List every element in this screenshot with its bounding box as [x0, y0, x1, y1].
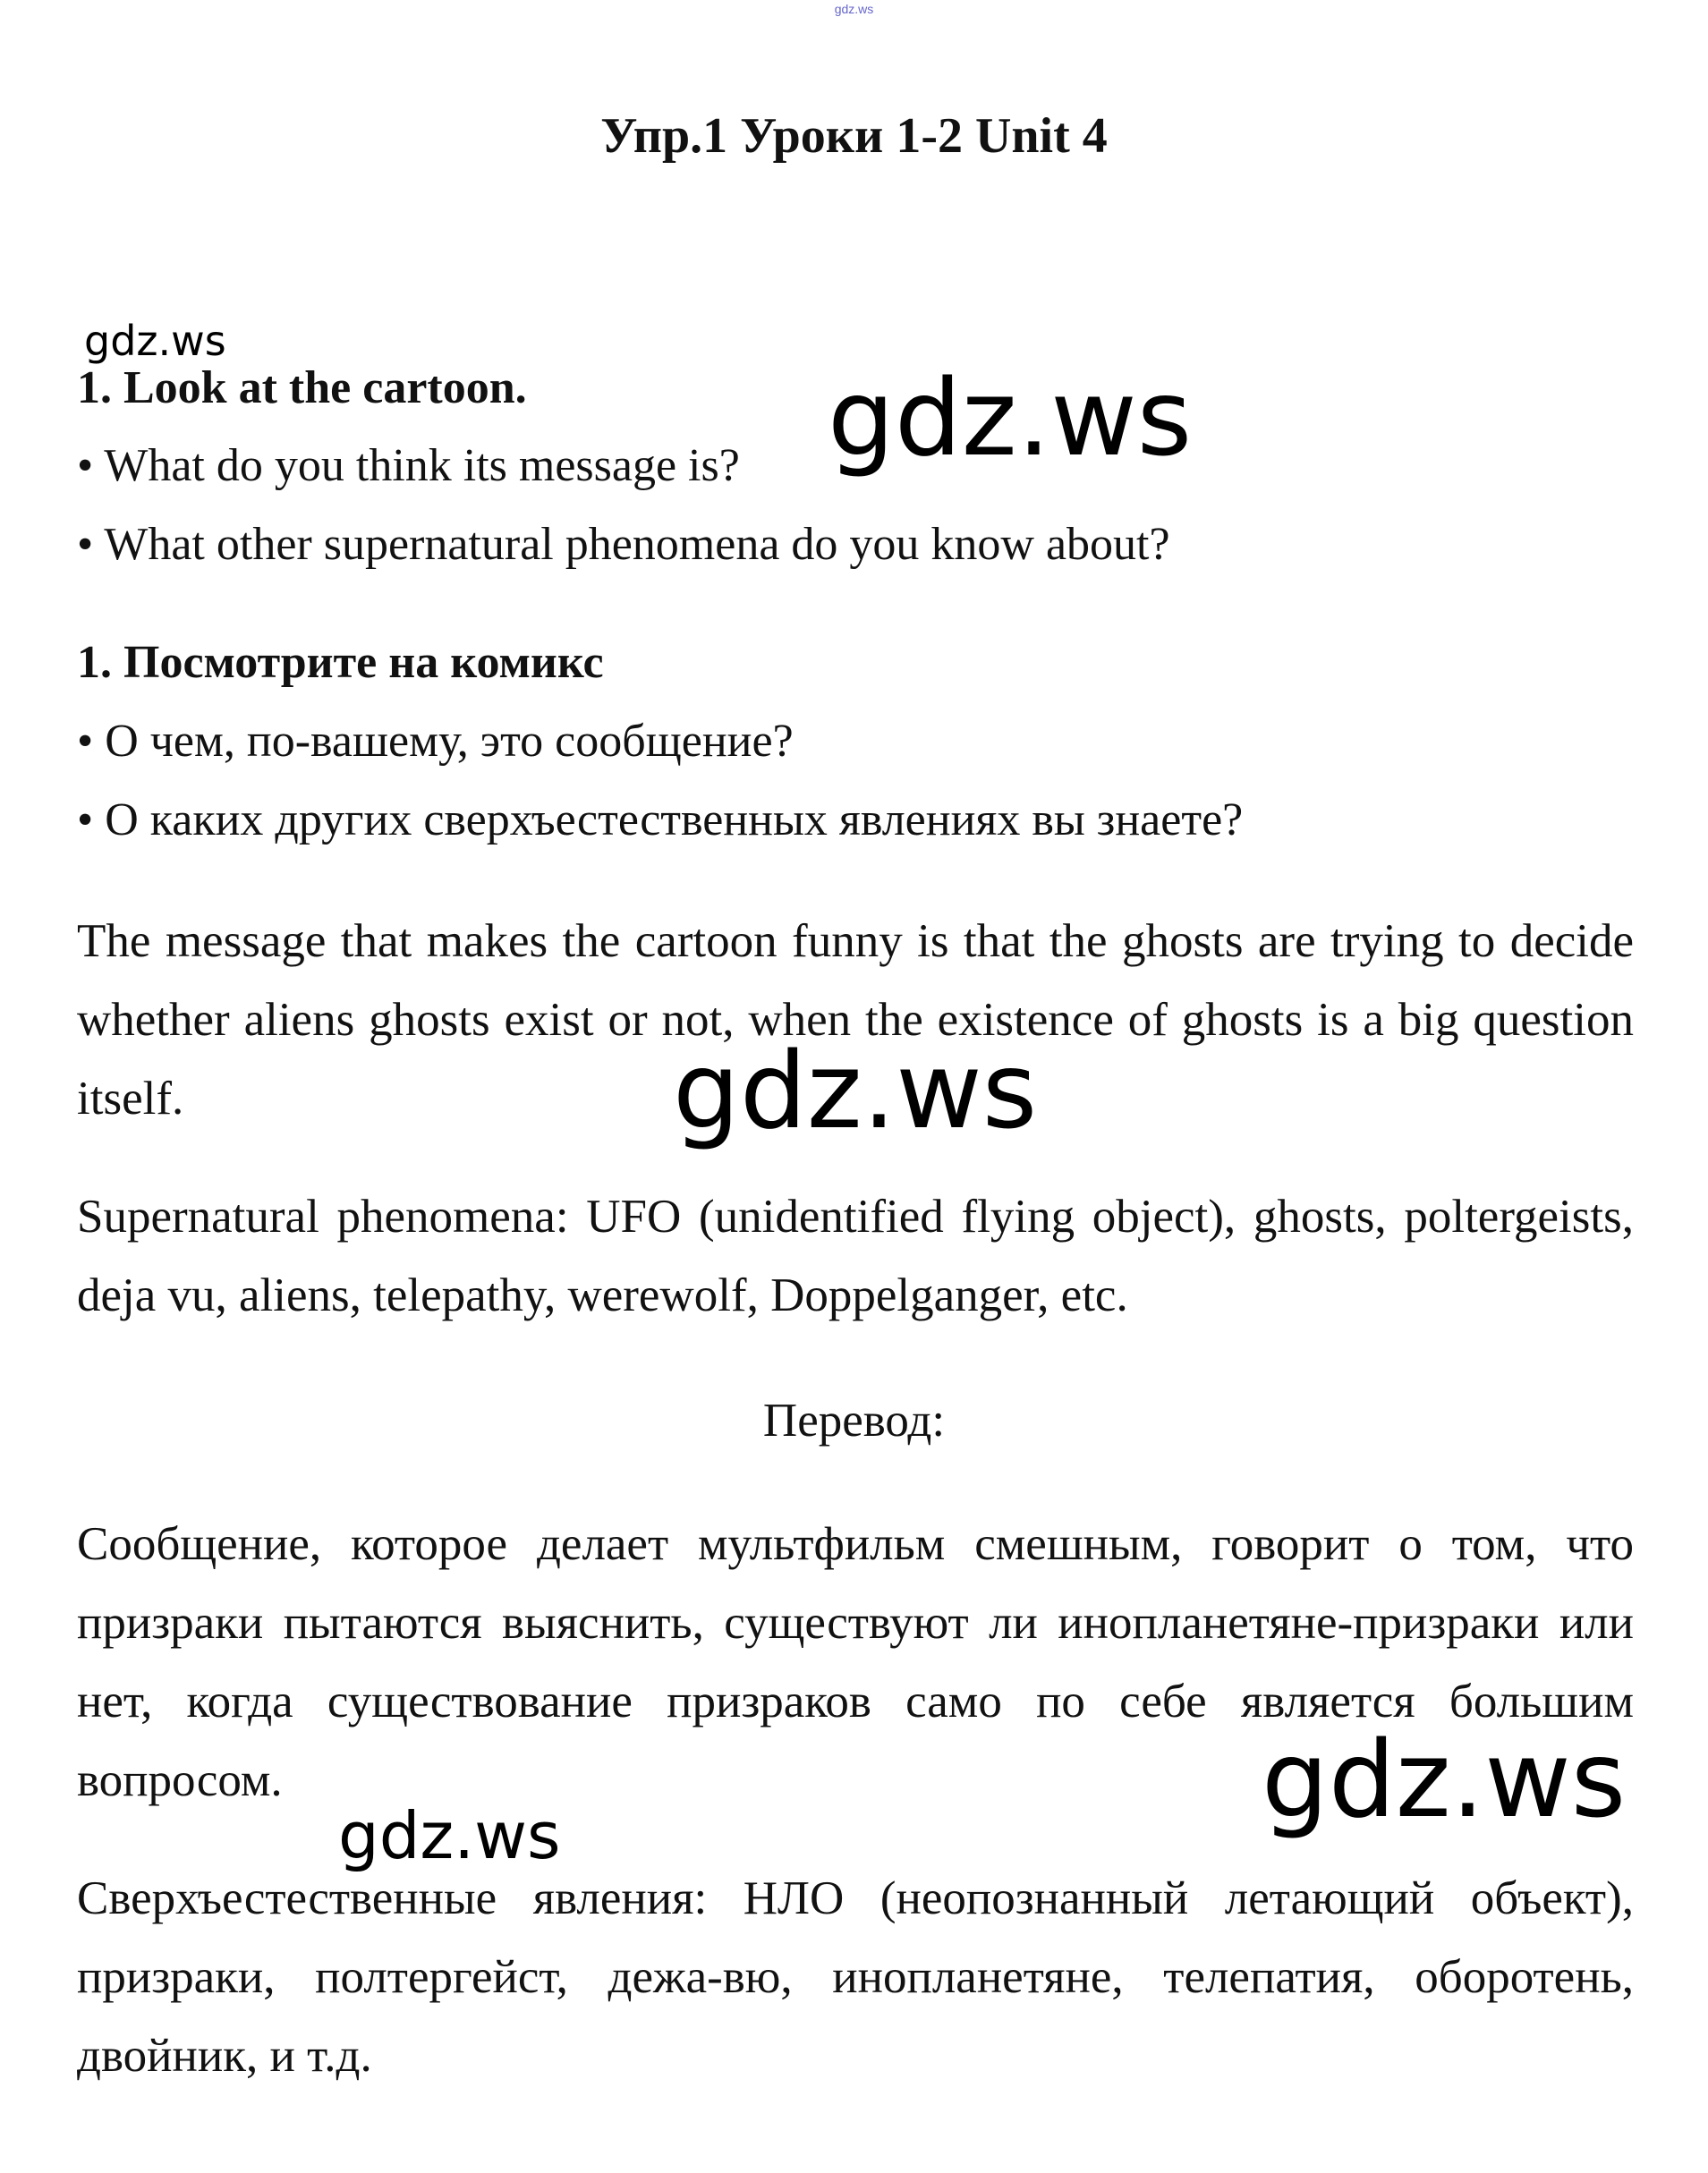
top-watermark-text: gdz.ws	[834, 2, 874, 16]
answer-en-paragraph-2: Supernatural phenomena: UFO (unidentified flying object), ghosts, poltergeists, deja vu, aliens, telepathy, werewolf, Doppelganger, etc.	[77, 1191, 1634, 1321]
translation-label: Перевод:	[762, 1395, 946, 1447]
watermark-large-2: gdz.ws	[673, 1029, 1038, 1152]
task-ru-bullet-2: • О каких других сверхъестественных явлениях вы знаете?	[77, 794, 1244, 845]
watermark-small-1: gdz.ws	[84, 317, 226, 365]
task-ru-heading: 1. Посмотрите на комикс	[77, 637, 604, 688]
answer-ru-paragraph-2: Сверхъестественные явления: НЛО (неопознанный летающий объект), призраки, полтергейст, дежа-вю, инопланетяне, телепатия, оборотень, двойник, и т.д.	[77, 1872, 1634, 2082]
task-en-bullet-2: • What other supernatural phenomena do you know about?	[77, 519, 1170, 570]
watermark-large-1: gdz.ws	[828, 356, 1193, 480]
answer-ru-paragraph-1: Сообщение, которое делает мультфильм смешным, говорит о том, что призраки пытаются выяснить, существуют ли инопланетяне-призраки или нет, когда существование призраков само по себе является большим вопросом.	[77, 1518, 1634, 1806]
watermark-large-3: gdz.ws	[1262, 1718, 1627, 1841]
page-title: Упр.1 Уроки 1-2 Unit 4	[600, 108, 1108, 164]
task-en-bullet-1: • What do you think its message is?	[77, 440, 740, 491]
task-en-heading: 1. Look at the cartoon.	[77, 362, 527, 413]
answer-en-paragraph-1: The message that makes the cartoon funny is that the ghosts are trying to decide whether aliens ghosts exist or not, when the existence of ghosts is a big question itself.	[77, 915, 1634, 1125]
task-ru-bullet-1: • О чем, по-вашему, это сообщение?	[77, 716, 794, 767]
watermark-small-2: gdz.ws	[338, 1798, 561, 1873]
